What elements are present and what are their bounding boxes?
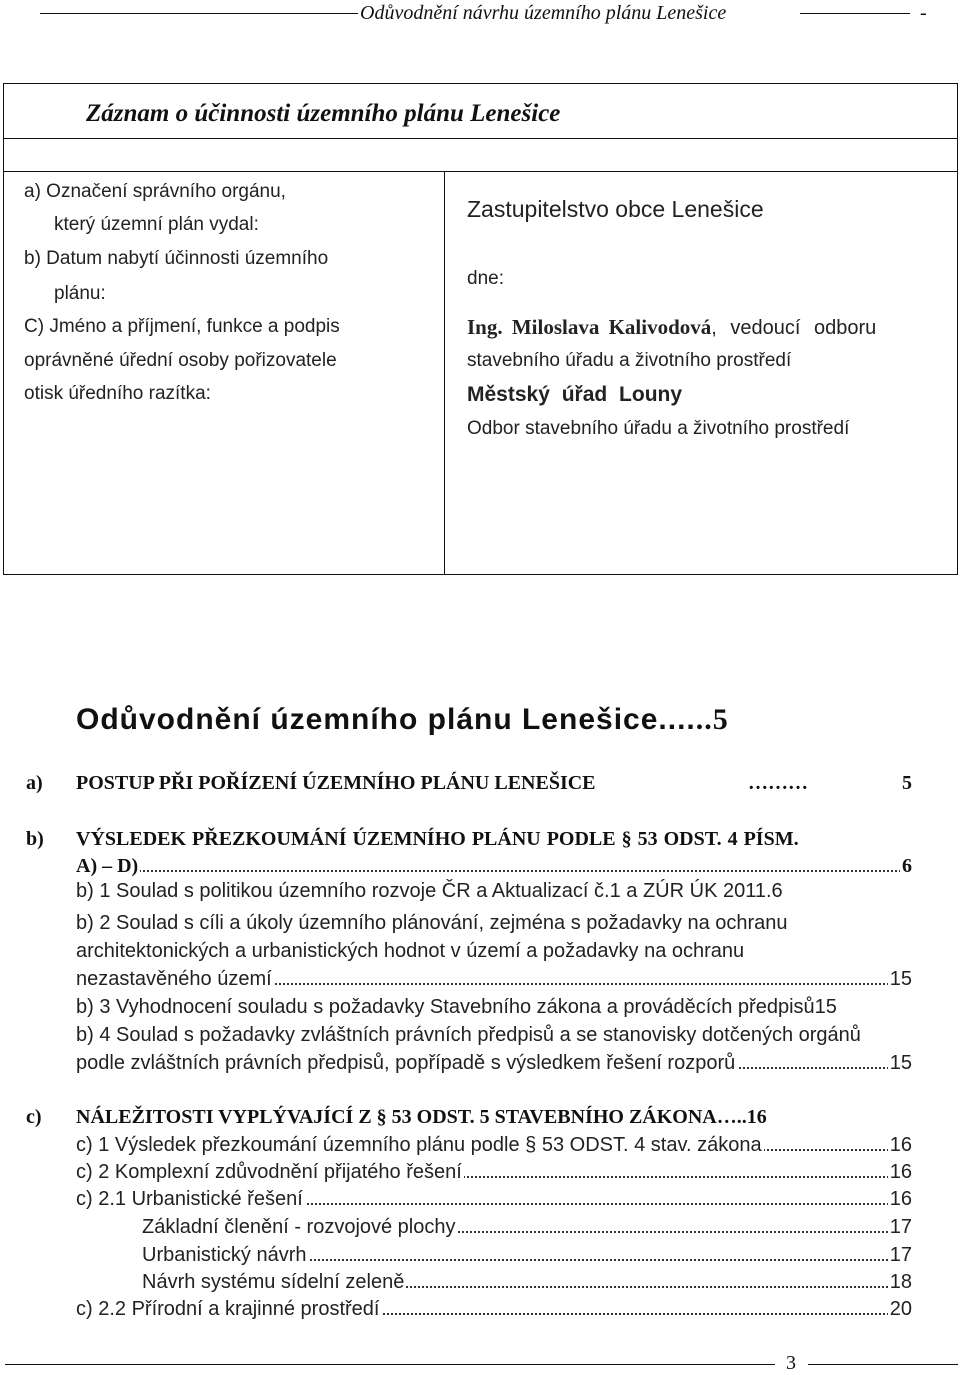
toc-c21-b[interactable]: Urbanistický návrh 17 xyxy=(142,1244,912,1266)
official-line-2: stavebního úřadu a životního prostředí xyxy=(467,350,792,371)
label-date-1: b) Datum nabytí účinnosti územního xyxy=(24,248,329,269)
label-official-2: oprávněné úřední osoby pořizovatele xyxy=(24,350,337,371)
toc-entry-b-line2[interactable]: A) – D) 6 xyxy=(76,855,912,877)
record-column-divider xyxy=(444,172,445,575)
toc-c22[interactable]: c) 2.2 Přírodní a krajinné prostředí 20 xyxy=(76,1298,912,1320)
header-rule-right xyxy=(800,13,910,14)
date-label: dne: xyxy=(467,268,504,289)
page-number: 3 xyxy=(786,1352,796,1374)
record-empty-row xyxy=(3,139,958,172)
toc-heading[interactable]: Odůvodnění územního plánu Lenešice......5 xyxy=(76,703,729,736)
toc-entry-a[interactable]: POSTUP PŘI POŘÍZENÍ ÚZEMNÍHO PLÁNU LENEŠICE ……… 5 xyxy=(76,772,912,794)
toc-b2-line2[interactable]: architektonických a urbanistických hodnot v území a požadavky na ochranu xyxy=(76,940,745,962)
running-header: Odůvodnění návrhu územního plánu Lenešice xyxy=(360,2,727,24)
label-issuer-1: a) Označení správního orgánu, xyxy=(24,181,286,202)
toc-entry-b-line1[interactable]: VÝSLEDEK PŘEZKOUMÁNÍ ÚZEMNÍHO PLÁNU PODLE § 53 ODST. 4 PÍSM. xyxy=(76,828,799,850)
toc-entry-c[interactable]: NÁLEŽITOSTI VYPLÝVAJÍCÍ Z § 53 ODST. 5 STAVEBNÍHO ZÁKONA…..16 xyxy=(76,1106,767,1128)
toc-marker-b: b) xyxy=(26,828,44,850)
record-title: Záznam o účinnosti územního plánu Lenešice xyxy=(86,100,561,127)
toc-c21-c[interactable]: Návrh systému sídelní zeleně 18 xyxy=(142,1271,912,1293)
header-rule-left xyxy=(40,13,358,14)
toc-b2-line3[interactable]: nezastavěného území 15 xyxy=(76,968,912,990)
label-official-1: C) Jméno a příjmení, funkce a podpis xyxy=(24,316,340,337)
toc-b2-line1[interactable]: b) 2 Soulad s cíli a úkoly územního plánování, zejména s požadavky na ochranu xyxy=(76,912,788,934)
toc-b4-line2[interactable]: podle zvláštních právních předpisů, popřípadě s výsledkem řešení rozporů 15 xyxy=(76,1052,912,1074)
toc-c2[interactable]: c) 2 Komplexní zdůvodnění přijatého řešení 16 xyxy=(76,1161,912,1183)
label-issuer-2: který územní plán vydal: xyxy=(54,214,259,235)
toc-marker-a: a) xyxy=(26,772,43,794)
toc-c1[interactable]: c) 1 Výsledek přezkoumání územního plánu podle § 53 ODST. 4 stav. zákona 16 xyxy=(76,1134,912,1156)
department-name: Odbor stavebního úřadu a životního prostředí xyxy=(467,418,850,439)
footer-rule-left xyxy=(5,1364,775,1365)
office-name: Městský úřad Louny xyxy=(467,383,683,406)
toc-c21[interactable]: c) 2.1 Urbanistické řešení 16 xyxy=(76,1188,912,1210)
issuer-value: Zastupitelstvo obce Lenešice xyxy=(467,196,764,222)
toc-marker-c: c) xyxy=(26,1106,42,1128)
toc-b4-line1[interactable]: b) 4 Soulad s požadavky zvláštních právních předpisů a se stanovisky dotčených orgánů xyxy=(76,1024,861,1046)
toc-c21-a[interactable]: Základní členění - rozvojové plochy 17 xyxy=(142,1216,912,1238)
toc-b3[interactable]: b) 3 Vyhodnocení souladu s požadavky Stavebního zákona a prováděcích předpisů15 xyxy=(76,996,837,1018)
header-dash: - xyxy=(920,2,927,24)
label-official-3: otisk úředního razítka: xyxy=(24,383,211,404)
official-line-1: Ing. Miloslava Kalivodová, vedoucí odboru xyxy=(467,315,877,339)
label-date-2: plánu: xyxy=(54,283,106,304)
footer-rule-right xyxy=(808,1364,958,1365)
toc-b1[interactable]: b) 1 Soulad s politikou územního rozvoje ČR a Aktualizací č.1 a ZÚR ÚK 2011.6 xyxy=(76,880,783,902)
